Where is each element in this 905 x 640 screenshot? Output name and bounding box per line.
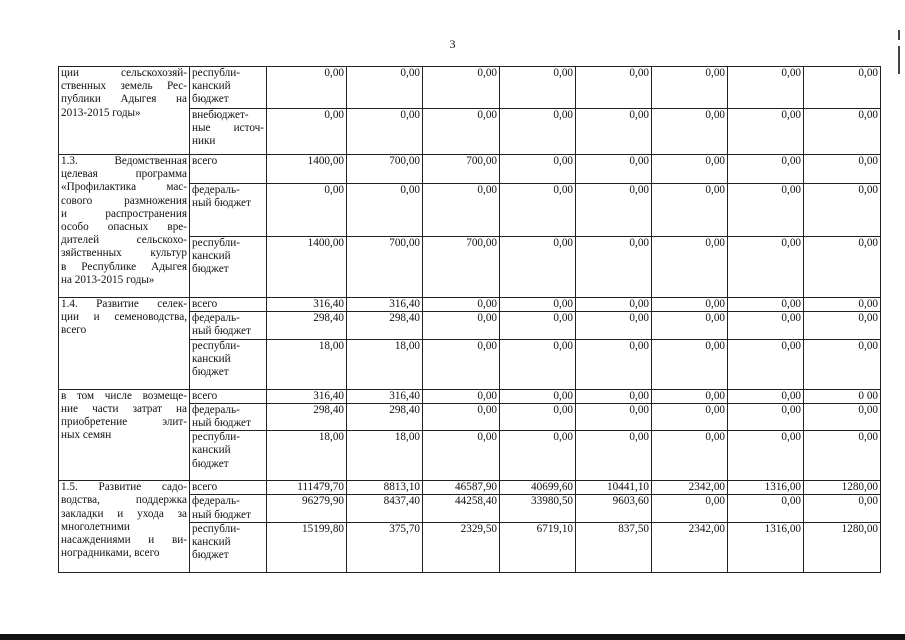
funding-source-line: бюджет [192, 457, 229, 470]
funding-source-cell [190, 155, 267, 184]
scan-edge-mark [898, 30, 900, 80]
amount-cell: 40699,60 [500, 481, 576, 495]
amount-cell: 0,00 [804, 184, 881, 237]
funding-source-line: всего [192, 298, 218, 310]
amount-cell: 316,40 [347, 389, 423, 403]
amount-cell: 0,00 [652, 312, 728, 339]
table-row [59, 389, 881, 403]
funding-source-cell [190, 403, 267, 430]
amount-cell: 6719,10 [500, 522, 576, 572]
amount-cell: 1280,00 [804, 522, 881, 572]
funding-source-line: ный бюджет [192, 325, 251, 338]
amount-cell: 0,00 [423, 312, 500, 339]
amount-cell: 15199,80 [267, 522, 347, 572]
amount-cell: 96279,90 [267, 495, 347, 522]
amount-cell: 46587,90 [423, 481, 500, 495]
funding-source-cell [190, 389, 267, 403]
amount-cell: 0,00 [804, 312, 881, 339]
amount-cell: 316,40 [267, 389, 347, 403]
amount-cell: 0,00 [652, 431, 728, 481]
funding-source-cell [190, 237, 267, 298]
item-name-line: сового размножения [61, 194, 187, 207]
amount-cell: 0,00 [500, 237, 576, 298]
amount-cell: 298,40 [267, 312, 347, 339]
amount-cell: 0,00 [576, 312, 652, 339]
amount-cell: 0,00 [576, 339, 652, 389]
funding-source-line: бюджет [192, 263, 229, 276]
item-name-line: всего [61, 324, 87, 337]
item-name-cell [59, 67, 190, 155]
funding-source-cell [190, 522, 267, 572]
amount-cell: 18,00 [267, 431, 347, 481]
funding-source-cell [190, 298, 267, 312]
amount-cell: 0,00 [804, 403, 881, 430]
amount-cell: 0,00 [652, 403, 728, 430]
amount-cell: 0,00 [804, 237, 881, 298]
amount-cell: 0,00 [267, 109, 347, 155]
amount-cell: 0,00 [500, 403, 576, 430]
amount-cell: 0,00 [804, 109, 881, 155]
funding-source-line: бюджет [192, 549, 229, 562]
page-number: 3 [449, 37, 456, 51]
amount-cell: 0,00 [652, 389, 728, 403]
amount-cell: 298,40 [347, 403, 423, 430]
item-name-line: насаждениями и ви- [61, 534, 187, 547]
amount-cell: 0,00 [500, 312, 576, 339]
amount-cell: 0,00 [423, 403, 500, 430]
amount-cell: 0,00 [267, 67, 347, 109]
amount-cell: 33980,50 [500, 495, 576, 522]
amount-cell: 8437,40 [347, 495, 423, 522]
item-name-cell [59, 155, 190, 298]
amount-cell: 0,00 [423, 339, 500, 389]
amount-cell: 0,00 [652, 298, 728, 312]
funding-source-line: федераль- [192, 403, 240, 416]
item-name-line: на 2013-2015 годы» [61, 273, 155, 286]
funding-source-line: ники [192, 135, 216, 148]
amount-cell: 18,00 [267, 339, 347, 389]
amount-cell: 0,00 [347, 67, 423, 109]
budget-table [58, 66, 881, 573]
item-name-line: дителей сельскохо- [61, 234, 187, 247]
amount-cell: 0,00 [576, 403, 652, 430]
amount-cell: 0,00 [804, 431, 881, 481]
amount-cell: 0,00 [576, 155, 652, 184]
amount-cell: 0,00 [804, 495, 881, 522]
amount-cell: 837,50 [576, 522, 652, 572]
amount-cell: 0,00 [728, 389, 804, 403]
item-name-line: закладки и ухода за [61, 507, 187, 520]
table-row [59, 67, 881, 109]
amount-cell: 0,00 [728, 339, 804, 389]
funding-source-cell [190, 109, 267, 155]
item-name-line: 2013-2015 годы» [61, 106, 141, 119]
funding-source-line: канский [192, 444, 231, 457]
amount-cell: 0,00 [576, 298, 652, 312]
amount-cell: 0,00 [576, 109, 652, 155]
item-name-cell [59, 481, 190, 573]
amount-cell: 0,00 [804, 339, 881, 389]
funding-source-cell [190, 312, 267, 339]
amount-cell: 0,00 [728, 237, 804, 298]
amount-cell: 0,00 [576, 184, 652, 237]
amount-cell: 0,00 [500, 109, 576, 155]
amount-cell: 298,40 [267, 403, 347, 430]
funding-source-line: канский [192, 352, 231, 365]
funding-source-line: внебюджет- [192, 109, 249, 121]
funding-source-line: республи- [192, 431, 240, 444]
amount-cell: 316,40 [267, 298, 347, 312]
amount-cell: 0,00 [347, 184, 423, 237]
item-name-line: 1.3. Ведомственная [61, 155, 187, 167]
table-row [59, 155, 881, 184]
amount-cell: 0,00 [423, 298, 500, 312]
amount-cell: 0,00 [423, 184, 500, 237]
funding-source-line: канский [192, 80, 231, 93]
item-name-line: особо опасных вре- [61, 221, 187, 234]
amount-cell: 375,70 [347, 522, 423, 572]
amount-cell: 0,00 [804, 298, 881, 312]
item-name-line: зяйственных культур [61, 247, 187, 260]
amount-cell: 0,00 [728, 184, 804, 237]
item-name-line: ции сельскохозяй- [61, 67, 187, 79]
amount-cell: 0,00 [500, 339, 576, 389]
item-name-line: «Профилактика мас- [61, 181, 187, 194]
funding-source-cell [190, 184, 267, 237]
funding-source-line: федераль- [192, 312, 240, 325]
funding-source-line: ный бюджет [192, 508, 251, 521]
amount-cell: 0,00 [728, 109, 804, 155]
funding-source-cell [190, 431, 267, 481]
amount-cell: 0,00 [652, 109, 728, 155]
table-row [59, 298, 881, 312]
amount-cell: 9603,60 [576, 495, 652, 522]
funding-source-cell [190, 495, 267, 522]
amount-cell: 1316,00 [728, 522, 804, 572]
item-name-line: ноградниками, всего [61, 547, 160, 560]
amount-cell: 700,00 [347, 155, 423, 184]
item-name-line: целевая программа [61, 168, 187, 181]
funding-source-line: ный бюджет [192, 197, 251, 210]
amount-cell: 0,00 [728, 495, 804, 522]
amount-cell: 1400,00 [267, 155, 347, 184]
amount-cell: 10441,10 [576, 481, 652, 495]
amount-cell: 0,00 [576, 67, 652, 109]
item-name-line: и распространения [61, 207, 187, 220]
amount-cell: 700,00 [347, 237, 423, 298]
item-name-line: ние части затрат на [61, 402, 187, 415]
funding-source-line: ные источ- [192, 122, 264, 135]
amount-cell: 0,00 [652, 67, 728, 109]
amount-cell: 700,00 [423, 237, 500, 298]
amount-cell: 0 00 [804, 389, 881, 403]
funding-source-line: республи- [192, 522, 240, 535]
table-row [59, 481, 881, 495]
amount-cell: 0,00 [500, 67, 576, 109]
amount-cell: 18,00 [347, 431, 423, 481]
amount-cell: 0,00 [728, 403, 804, 430]
amount-cell: 0,00 [500, 298, 576, 312]
amount-cell: 1280,00 [804, 481, 881, 495]
amount-cell: 0,00 [576, 389, 652, 403]
funding-source-line: канский [192, 250, 231, 263]
amount-cell: 0,00 [423, 67, 500, 109]
item-name-line: в Республике Адыгея [61, 260, 187, 273]
funding-source-line: ный бюджет [192, 417, 251, 430]
funding-source-line: всего [192, 481, 218, 494]
funding-source-line: всего [192, 155, 218, 167]
amount-cell: 2342,00 [652, 481, 728, 495]
funding-source-line: республи- [192, 237, 240, 249]
item-name-cell [59, 298, 190, 390]
item-name-line: приобретение элит- [61, 416, 187, 429]
amount-cell: 316,40 [347, 298, 423, 312]
item-name-line: ции и семеноводства, [61, 311, 187, 324]
amount-cell: 0,00 [347, 109, 423, 155]
item-name-line: ственных земель Рес- [61, 80, 187, 93]
item-name-line: публики Адыгея на [61, 93, 187, 106]
amount-cell: 111479,70 [267, 481, 347, 495]
amount-cell: 0,00 [500, 431, 576, 481]
amount-cell: 2329,50 [423, 522, 500, 572]
funding-source-line: федераль- [192, 495, 240, 508]
amount-cell: 298,40 [347, 312, 423, 339]
item-name-line: 1.5. Развитие садо- [61, 481, 187, 494]
amount-cell: 44258,40 [423, 495, 500, 522]
amount-cell: 0,00 [728, 155, 804, 184]
scan-bottom-edge [0, 634, 905, 640]
item-name-line: ных семян [61, 429, 112, 442]
amount-cell: 0,00 [652, 237, 728, 298]
amount-cell: 0,00 [500, 389, 576, 403]
funding-source-cell [190, 481, 267, 495]
amount-cell: 0,00 [728, 431, 804, 481]
amount-cell: 0,00 [267, 184, 347, 237]
amount-cell: 8813,10 [347, 481, 423, 495]
funding-source-line: республи- [192, 339, 240, 352]
amount-cell: 0,00 [728, 67, 804, 109]
amount-cell: 700,00 [423, 155, 500, 184]
amount-cell: 18,00 [347, 339, 423, 389]
amount-cell: 0,00 [500, 155, 576, 184]
item-name-line: в том числе возмеще- [61, 389, 187, 402]
item-name-line: 1.4. Развитие селек- [61, 298, 187, 310]
item-name-line: многолетними [61, 520, 130, 533]
amount-cell: 0,00 [500, 184, 576, 237]
amount-cell: 0,00 [652, 339, 728, 389]
amount-cell: 0,00 [423, 431, 500, 481]
amount-cell: 0,00 [652, 155, 728, 184]
funding-source-line: бюджет [192, 93, 229, 106]
amount-cell: 0,00 [728, 312, 804, 339]
amount-cell: 0,00 [423, 389, 500, 403]
funding-source-line: федераль- [192, 184, 240, 196]
amount-cell: 1316,00 [728, 481, 804, 495]
item-name-cell [59, 389, 190, 481]
funding-source-line: бюджет [192, 366, 229, 379]
amount-cell: 1400,00 [267, 237, 347, 298]
amount-cell: 0,00 [652, 495, 728, 522]
funding-source-line: всего [192, 389, 218, 402]
funding-source-cell [190, 339, 267, 389]
item-name-line: водства, поддержка [61, 494, 187, 507]
amount-cell: 0,00 [652, 184, 728, 237]
amount-cell: 0,00 [576, 237, 652, 298]
amount-cell: 0,00 [728, 298, 804, 312]
amount-cell: 0,00 [576, 431, 652, 481]
funding-source-cell [190, 67, 267, 109]
amount-cell: 0,00 [804, 155, 881, 184]
funding-source-line: республи- [192, 67, 240, 79]
amount-cell: 0,00 [423, 109, 500, 155]
amount-cell: 2342,00 [652, 522, 728, 572]
amount-cell: 0,00 [804, 67, 881, 109]
funding-source-line: канский [192, 536, 231, 549]
